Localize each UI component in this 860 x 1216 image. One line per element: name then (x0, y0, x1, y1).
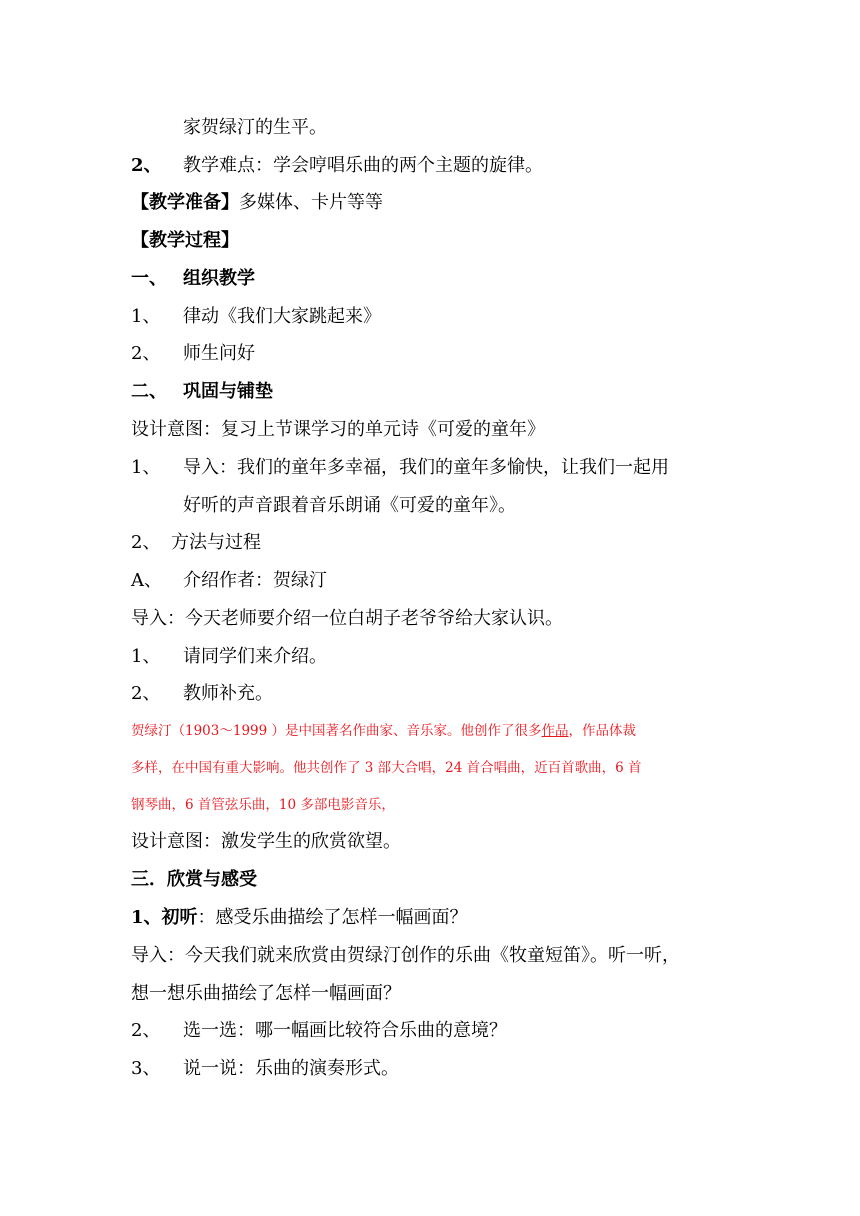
item-text: 教学难点：学会哼唱乐曲的两个主题的旋律。 (183, 155, 543, 176)
heading-text: 组织教学 (183, 268, 255, 289)
line-text: 设计意图：复习上节课学习的单元诗《可爱的童年》 (131, 419, 545, 440)
section-heading (131, 868, 257, 892)
numbered-item (131, 531, 261, 555)
item-number: 1、 (131, 306, 161, 327)
highlight-line (131, 721, 636, 741)
highlight-line (131, 795, 395, 815)
item-number: 2、 (131, 532, 161, 553)
numbered-item (131, 342, 255, 366)
numbered-item (131, 305, 381, 329)
line-text: 贺绿汀（1903～1999 ）是中国著名作曲家、音乐家。他创作了很多 (131, 723, 542, 739)
heading-label: 【教学过程】 (131, 230, 239, 251)
item-text: 方法与过程 (171, 532, 261, 553)
line-text: 想一想乐曲描绘了怎样一幅画面？ (131, 983, 401, 1004)
section-heading (131, 267, 255, 291)
numbered-item (131, 456, 669, 480)
item-text: 请同学们来介绍。 (183, 646, 327, 667)
numbered-item (131, 569, 327, 593)
paragraph-line (131, 982, 401, 1006)
section-heading (131, 380, 273, 404)
item-number: 2、 (131, 155, 162, 176)
paragraph-line (131, 830, 401, 854)
item-text: ：感受乐曲描绘了怎样一幅画面？ (197, 907, 468, 928)
line-text: 多样，在中国有重大影响。他共创作了 3 部大合唱，24 首合唱曲，近百首歌曲，6 首 (131, 760, 642, 776)
paragraph-line (183, 116, 327, 140)
item-number: 二、 (131, 381, 167, 402)
item-text: 导入：我们的童年多幸福，我们的童年多愉快，让我们一起用 (183, 457, 669, 478)
heading-label: 三．欣赏与感受 (131, 869, 257, 890)
heading-label: 【教学准备】 (131, 192, 239, 213)
item-number: 3、 (131, 1058, 161, 1079)
paragraph-line (183, 494, 516, 518)
item-number: 一、 (131, 268, 167, 289)
numbered-item (131, 645, 327, 669)
line-text: 设计意图：激发学生的欣赏欲望。 (131, 831, 401, 852)
item-number: 2、 (131, 1020, 161, 1041)
numbered-item (131, 154, 543, 178)
section-heading (131, 229, 239, 253)
paragraph-line (131, 607, 563, 631)
numbered-item (131, 682, 273, 706)
heading-text: 多媒体、卡片等等 (239, 192, 383, 213)
line-text: 钢琴曲，6 首管弦乐曲，10 多部电影音乐， (131, 797, 395, 813)
item-text: 选一选：哪一幅画比较符合乐曲的意境？ (183, 1020, 507, 1041)
section-heading (131, 191, 383, 215)
item-number: 1、 (131, 646, 161, 667)
item-number: A、 (131, 570, 162, 591)
paragraph-line (131, 418, 545, 442)
item-label: 1、初听 (131, 907, 198, 928)
line-text: 好听的声音跟着音乐朗诵《可爱的童年》。 (183, 495, 516, 516)
numbered-item (131, 1019, 507, 1043)
paragraph-line (131, 944, 680, 968)
item-number: 2、 (131, 683, 161, 704)
item-text: 律动《我们大家跳起来》 (183, 306, 381, 327)
line-text: ，作品体裁 (568, 723, 637, 739)
line-text: 导入：今天我们就来欣赏由贺绿汀创作的乐曲《牧童短笛》。听一听， (131, 945, 680, 966)
numbered-item (131, 1057, 399, 1081)
item-text: 师生问好 (183, 343, 255, 364)
numbered-item (131, 906, 468, 930)
item-text: 介绍作者：贺绿汀 (183, 570, 327, 591)
highlight-line (131, 758, 642, 778)
item-number: 1、 (131, 457, 161, 478)
item-number: 2、 (131, 343, 161, 364)
line-text: 家贺绿汀的生平。 (183, 117, 327, 138)
line-text: 导入：今天老师要介绍一位白胡子老爷爷给大家认识。 (131, 608, 563, 629)
item-text: 说一说：乐曲的演奏形式。 (183, 1058, 399, 1079)
heading-text: 巩固与铺垫 (183, 381, 273, 402)
works-link[interactable]: 作品 (541, 723, 569, 739)
item-text: 教师补充。 (183, 683, 273, 704)
